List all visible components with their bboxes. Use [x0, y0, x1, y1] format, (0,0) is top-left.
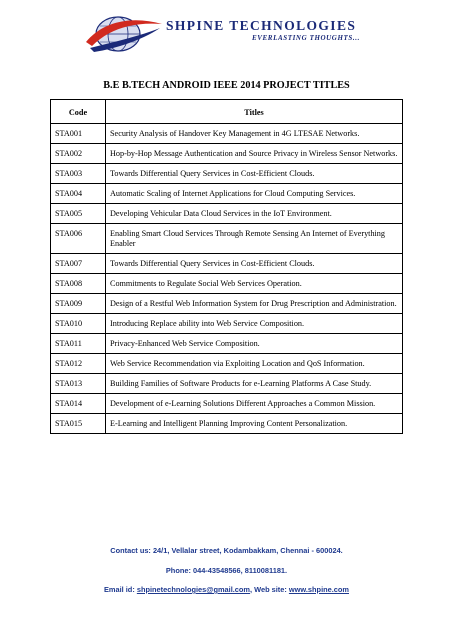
- row-title: Design of a Restful Web Information System for Drug Prescription and Administration.: [106, 294, 403, 314]
- code-column-header: Code: [51, 100, 106, 124]
- table-header-row: [51, 100, 403, 124]
- row-title: Commitments to Regulate Social Web Services Operation.: [106, 274, 403, 294]
- row-title: E-Learning and Intelligent Planning Improving Content Personalization.: [106, 414, 403, 434]
- row-title: Building Families of Software Products for e-Learning Platforms A Case Study.: [106, 374, 403, 394]
- website-label: , Web site:: [250, 585, 289, 594]
- row-title: Web Service Recommendation via Exploiting Location and QoS Information.: [106, 354, 403, 374]
- row-code: STA009: [51, 294, 106, 314]
- table-row: [51, 144, 403, 164]
- table-row: [51, 184, 403, 204]
- table-row: [51, 224, 403, 254]
- table-row: [51, 394, 403, 414]
- brand-name: SHPINE TECHNOLOGIES: [166, 18, 357, 33]
- table-body: [51, 124, 403, 434]
- row-code: STA006: [51, 224, 106, 254]
- footer-contact: Contact us: 24/1, Vellalar street, Kodambakkam, Chennai - 600024.: [110, 546, 343, 555]
- row-code: STA010: [51, 314, 106, 334]
- row-title: Hop-by-Hop Message Authentication and Source Privacy in Wireless Sensor Networks.: [106, 144, 403, 164]
- titles-column-header: Titles: [106, 100, 403, 124]
- row-code: STA015: [51, 414, 106, 434]
- brand-tagline: EVERLASTING THOUGHTS...: [252, 34, 360, 42]
- table-row: [51, 334, 403, 354]
- table-row: [51, 294, 403, 314]
- website-link[interactable]: www.shpine.com: [288, 585, 349, 594]
- row-title: Privacy-Enhanced Web Service Composition.: [106, 334, 403, 354]
- row-title: Towards Differential Query Services in Cost-Efficient Clouds.: [106, 254, 403, 274]
- table-row: [51, 274, 403, 294]
- row-code: STA002: [51, 144, 106, 164]
- row-code: STA014: [51, 394, 106, 414]
- row-code: STA003: [51, 164, 106, 184]
- company-logo: [84, 12, 384, 56]
- table-row: [51, 354, 403, 374]
- table-row: [51, 164, 403, 184]
- row-code: STA007: [51, 254, 106, 274]
- table-row: [51, 204, 403, 224]
- email-link[interactable]: shpinetechnologies@gmail.com: [136, 585, 251, 594]
- row-title: Enabling Smart Cloud Services Through Remote Sensing An Internet of Everything Enabler: [106, 224, 403, 254]
- email-label: Email id:: [103, 585, 137, 594]
- table-row: [51, 314, 403, 334]
- row-title: Security Analysis of Handover Key Management in 4G LTESAE Networks.: [106, 124, 403, 144]
- table-row: [51, 374, 403, 394]
- row-title: Development of e-Learning Solutions Different Approaches a Common Mission.: [106, 394, 403, 414]
- globe-swoosh-icon: [84, 12, 164, 56]
- row-code: STA005: [51, 204, 106, 224]
- footer-email-web: [0, 585, 453, 594]
- row-title: Introducing Replace ability into Web Service Composition.: [106, 314, 403, 334]
- table-row: [51, 124, 403, 144]
- row-title: Developing Vehicular Data Cloud Services in the IoT Environment.: [106, 204, 403, 224]
- row-code: STA008: [51, 274, 106, 294]
- project-titles-table: [50, 99, 403, 434]
- table-row: [51, 254, 403, 274]
- footer-phone: Phone: 044-43548566, 8110081181.: [165, 566, 288, 575]
- row-code: STA012: [51, 354, 106, 374]
- row-code: STA013: [51, 374, 106, 394]
- row-title: Automatic Scaling of Internet Applications for Cloud Computing Services.: [106, 184, 403, 204]
- document-title: B.E B.TECH ANDROID IEEE 2014 PROJECT TITLES: [103, 80, 350, 91]
- row-code: STA001: [51, 124, 106, 144]
- row-code: STA004: [51, 184, 106, 204]
- row-code: STA011: [51, 334, 106, 354]
- row-title: Towards Differential Query Services in Cost-Efficient Clouds.: [106, 164, 403, 184]
- table-row: [51, 414, 403, 434]
